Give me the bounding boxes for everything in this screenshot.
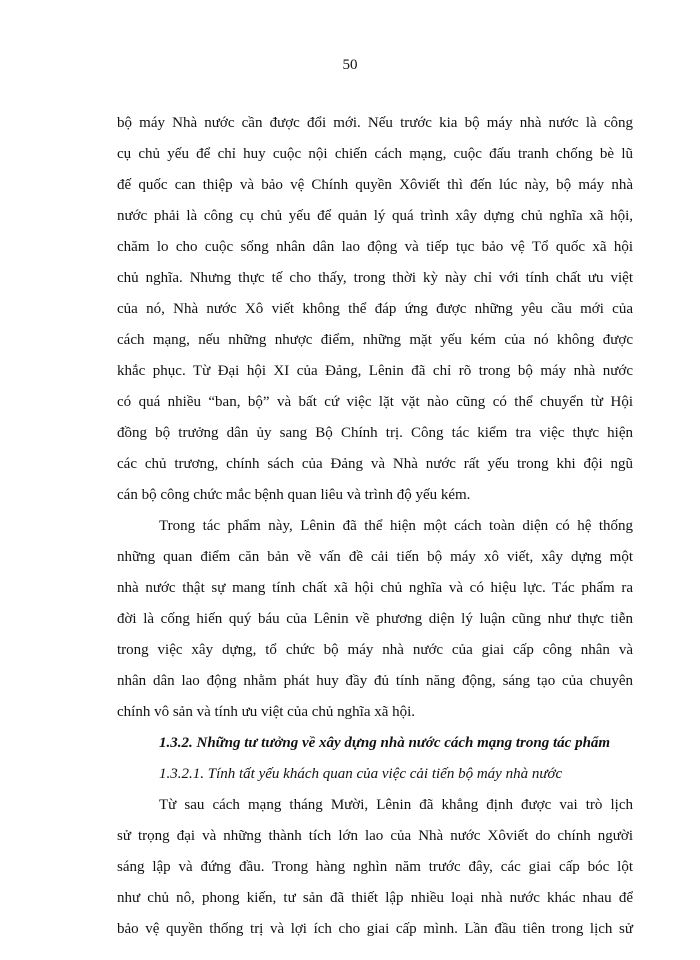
paragraph-line: như chủ nô, phong kiến, tư sản đã thiết lập nhiều loại nhà nước khác nhau để xyxy=(117,890,633,906)
paragraph-line: bộ máy Nhà nước cần được đổi mới. Nếu trước kia bộ máy nhà nước là công xyxy=(117,115,633,131)
body-text xyxy=(117,108,633,945)
paragraph-2 xyxy=(117,511,633,728)
paragraph-line: sử trọng đại và những thành tích lớn lao của Nhà nước Xôviết do chính người xyxy=(117,828,633,844)
paragraph-line: cách mạng, nếu những nhược điểm, những mặt yếu kém của nó không được xyxy=(117,332,633,348)
page-number: 50 xyxy=(342,57,358,73)
paragraph-line: sáng lập và đứng đầu. Trong hàng nghìn năm trước đây, các giai cấp bóc lột xyxy=(117,859,633,875)
paragraph-line: nhà nước thật sự mang tính chất xã hội chủ nghĩa và có hiệu lực. Tác phẩm ra xyxy=(117,580,633,596)
paragraph-line: đời là cống hiến quý báu của Lênin về phương diện lý luận cũng như thực tiễn xyxy=(117,611,633,627)
paragraph-line: chăm lo cho cuộc sống nhân dân lao động và tiếp tục bảo vệ Tổ quốc xã hội xyxy=(117,239,633,255)
paragraph-1 xyxy=(117,108,633,511)
paragraph-line: của nó, Nhà nước Xô viết không thể đáp ứng được những yêu cầu mới của xyxy=(117,301,633,317)
paragraph-line: cán bộ công chức mắc bệnh quan liêu và trình độ yếu kém. xyxy=(117,487,471,503)
paragraph-line: trong việc xây dựng, tổ chức bộ máy nhà nước của giai cấp công nhân và xyxy=(117,642,633,658)
paragraph-3 xyxy=(117,790,633,945)
paragraph-line: những quan điểm căn bản về vấn đề cải tiến bộ máy xô viết, xây dựng một xyxy=(117,549,633,565)
paragraph-line: các chủ trương, chính sách của Đảng và Nhà nước rất yếu trong khi đội ngũ xyxy=(117,456,633,472)
paragraph-line: đồng bộ trưởng dân ủy sang Bộ Chính trị. Công tác kiểm tra việc thực hiện xyxy=(117,425,633,441)
paragraph-line: có quá nhiều “ban, bộ” và bất cứ việc lặt vặt nào cũng có thể chuyển từ Hội xyxy=(117,394,633,410)
paragraph-line: chính vô sản và tính ưu việt của chủ nghĩa xã hội. xyxy=(117,704,416,720)
subsection-heading: 1.3.2.1. Tính tất yếu khách quan của việc cải tiến bộ máy nhà nước xyxy=(159,766,563,782)
paragraph-line: bảo vệ quyền thống trị và lợi ích cho giai cấp mình. Lần đầu tiên trong lịch sử xyxy=(117,921,633,937)
paragraph-line: Từ sau cách mạng tháng Mười, Lênin đã khẳng định được vai trò lịch xyxy=(159,797,633,813)
paragraph-line: Trong tác phẩm này, Lênin đã thể hiện một cách toàn diện có hệ thống xyxy=(159,518,633,534)
paragraph-line: đế quốc can thiệp và bảo vệ Chính quyền Xôviết thì đến lúc này, bộ máy nhà xyxy=(117,177,633,193)
paragraph-line: nước phải là công cụ chủ yếu để quản lý quá trình xây dựng chủ nghĩa xã hội, xyxy=(117,208,633,224)
paragraph-line: khắc phục. Từ Đại hội XI của Đảng, Lênin đã chỉ rõ trong bộ máy nhà nước xyxy=(117,363,633,379)
paragraph-line: cụ chủ yếu để chỉ huy cuộc nội chiến cách mạng, cuộc đấu tranh chống bè lũ xyxy=(117,146,633,162)
section-heading: 1.3.2. Những tư tưởng về xây dựng nhà nước cách mạng trong tác phẩm xyxy=(159,735,611,751)
paragraph-line: chủ nghĩa. Nhưng thực tế cho thấy, trong thời kỳ này chỉ với tính chất ưu việt xyxy=(117,270,633,286)
paragraph-line: nhân dân lao động nhằm phát huy đầy đủ tính năng động, sáng tạo của chuyên xyxy=(117,673,633,689)
